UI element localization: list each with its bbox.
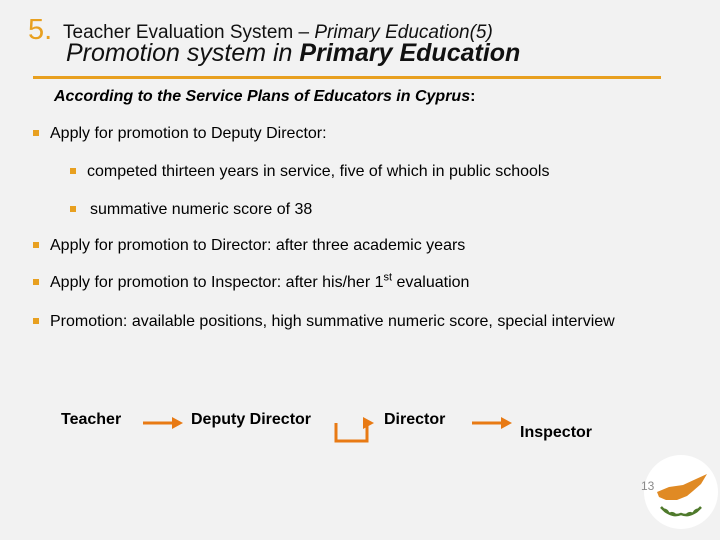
sub-bullet-numeric-score [70, 200, 312, 219]
subtitle-colon: : [470, 88, 476, 105]
bullet-square-icon [33, 279, 39, 285]
bullet-text: summative numeric score of 38 [90, 201, 313, 218]
flow-step-inspector: Inspector [520, 424, 593, 441]
flow-step-teacher: Teacher [61, 411, 122, 428]
page-number: 13 [641, 479, 655, 493]
bullet-promotion-criteria [33, 312, 665, 331]
bullet-text-after: evaluation [392, 274, 470, 291]
title-line2-plain: Promotion system in [66, 39, 300, 67]
bullet-square-icon [33, 242, 39, 248]
arrowhead-icon [501, 417, 512, 429]
arrowhead-icon [363, 417, 374, 429]
arrowhead-icon [172, 417, 183, 429]
subtitle-text: According to the Service Plans of Educators in Cyprus [54, 88, 471, 105]
bullet-text: Apply for promotion to Director: after three academic years [50, 237, 466, 254]
title-line1-italic: Primary Education(5) [314, 22, 493, 43]
bullet-square-icon [33, 130, 39, 136]
bullet-deputy-director [33, 124, 327, 143]
title-underline [33, 76, 661, 79]
bullet-text: Promotion: available positions, high summative numeric score, special interview [50, 313, 615, 330]
ordinal-suffix: st [383, 271, 393, 284]
slide-number-prefix: 5. [28, 14, 53, 46]
arrow-deputy-to-director-icon [336, 423, 367, 441]
subtitle [54, 88, 475, 106]
title-line2-bold: Primary Education [299, 39, 521, 67]
slide-title-line2 [66, 39, 520, 68]
bullet-text [50, 273, 469, 292]
bullet-text: competed thirteen years in service, five of which in public schools [87, 163, 550, 180]
bullet-inspector [33, 273, 469, 292]
bullet-text: Apply for promotion to Deputy Director: [50, 125, 327, 142]
flow-step-director: Director [384, 411, 446, 428]
bullet-square-icon [70, 168, 76, 174]
bullet-square-icon [70, 206, 76, 212]
bullet-square-icon [33, 318, 39, 324]
flow-step-deputy-director: Deputy Director [191, 411, 312, 428]
bullet-text-before: Apply for promotion to Inspector: after his/her 1 [50, 274, 384, 291]
title-line1-plain: Teacher Evaluation System – [63, 22, 315, 43]
sub-bullet-years-in-service [70, 162, 549, 181]
bullet-director [33, 236, 465, 255]
